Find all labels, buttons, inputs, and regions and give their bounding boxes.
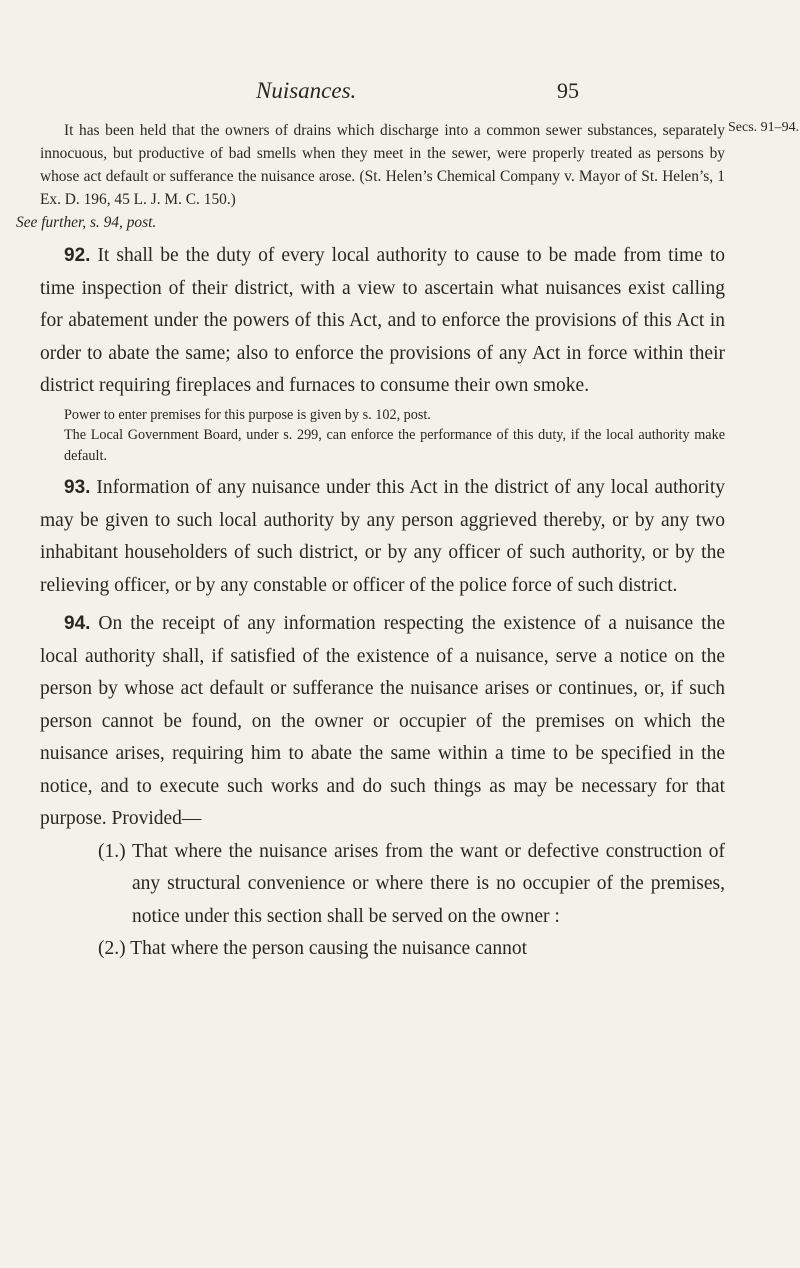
- note-lgb-enforce: The Local Government Board, under s. 299, can enforce the performance of this duty, if the local authority make default.: [64, 427, 725, 464]
- section-text: On the receipt of any information respecting the existence of a nuisance the local authority shall, if satisfied of the existence of a nuisance, serve a notice on the person by whose act default or sufferance the nuisance arises or continues, or, if such person cannot be found, on the owner or occupier of the premises on which the nuisance arises, requiring him to abate the same within a time to be specified in the notice, and to execute such works and do such things as may be necessary for that purpose. Provided—: [40, 613, 725, 829]
- proviso-text: That where the person causing the nuisance cannot: [130, 938, 528, 959]
- section-94: [40, 608, 725, 836]
- section-92: [40, 240, 725, 403]
- section-93: [40, 472, 725, 602]
- proviso-text: That where the nuisance arises from the want or defective construction of any structural convenience or where there is no occupier of the premises, notice under this section shall be served on the owner :: [131, 840, 725, 927]
- section-92-notes: [40, 405, 725, 467]
- section-number: 94.: [64, 613, 91, 634]
- page-number: 95: [557, 78, 579, 103]
- section-number: 92.: [64, 245, 91, 266]
- page-body: [16, 119, 726, 966]
- page-header: [0, 78, 800, 114]
- section-number: 93.: [64, 477, 91, 498]
- section-text: It shall be the duty of every local authority to cause to be made from time to time inspection of their district, with a view to ascertain what nuisances exist calling for abatement under the powers of this Act, and to enforce the provisions of this Act in order to abate the same; also to enforce the provisions of any Act in force within their district requiring fireplaces and furnaces to consume their own smoke.: [40, 245, 726, 396]
- note-power-to-enter: Power to enter premises for this purpose is given by s. 102, post.: [64, 406, 431, 423]
- section-text: Information of any nuisance under this Act in the district of any local authority may be given to such local authority by any person aggrieved thereby, or by any two inhabitant householders of such district, or by any officer of such authority, or by the relieving officer, or by any constable or officer of the police force of such district.: [40, 477, 725, 596]
- section-range-note: Secs. 91–94.: [728, 120, 800, 135]
- intro-note: [16, 119, 725, 234]
- proviso-label: (1.): [98, 840, 126, 862]
- proviso-2: [40, 933, 725, 966]
- see-further-ref: See further, s. 94, post.: [16, 214, 157, 231]
- intro-note-text: It has been held that the owners of drains which discharge into a common sewer substances, separately innocuous, but productive of bad smells when they meet in the sewer, were properly treated as persons by whose act default or sufferance the nuisance arose. (St. Helen’s Chemical Company v. Mayor of St. Helen’s, 1 Ex. D. 196, 45 L. J. M. C. 150.): [40, 122, 725, 208]
- proviso-1: [40, 836, 725, 934]
- running-title: Nuisances.: [256, 78, 357, 103]
- proviso-label: (2.): [98, 938, 126, 959]
